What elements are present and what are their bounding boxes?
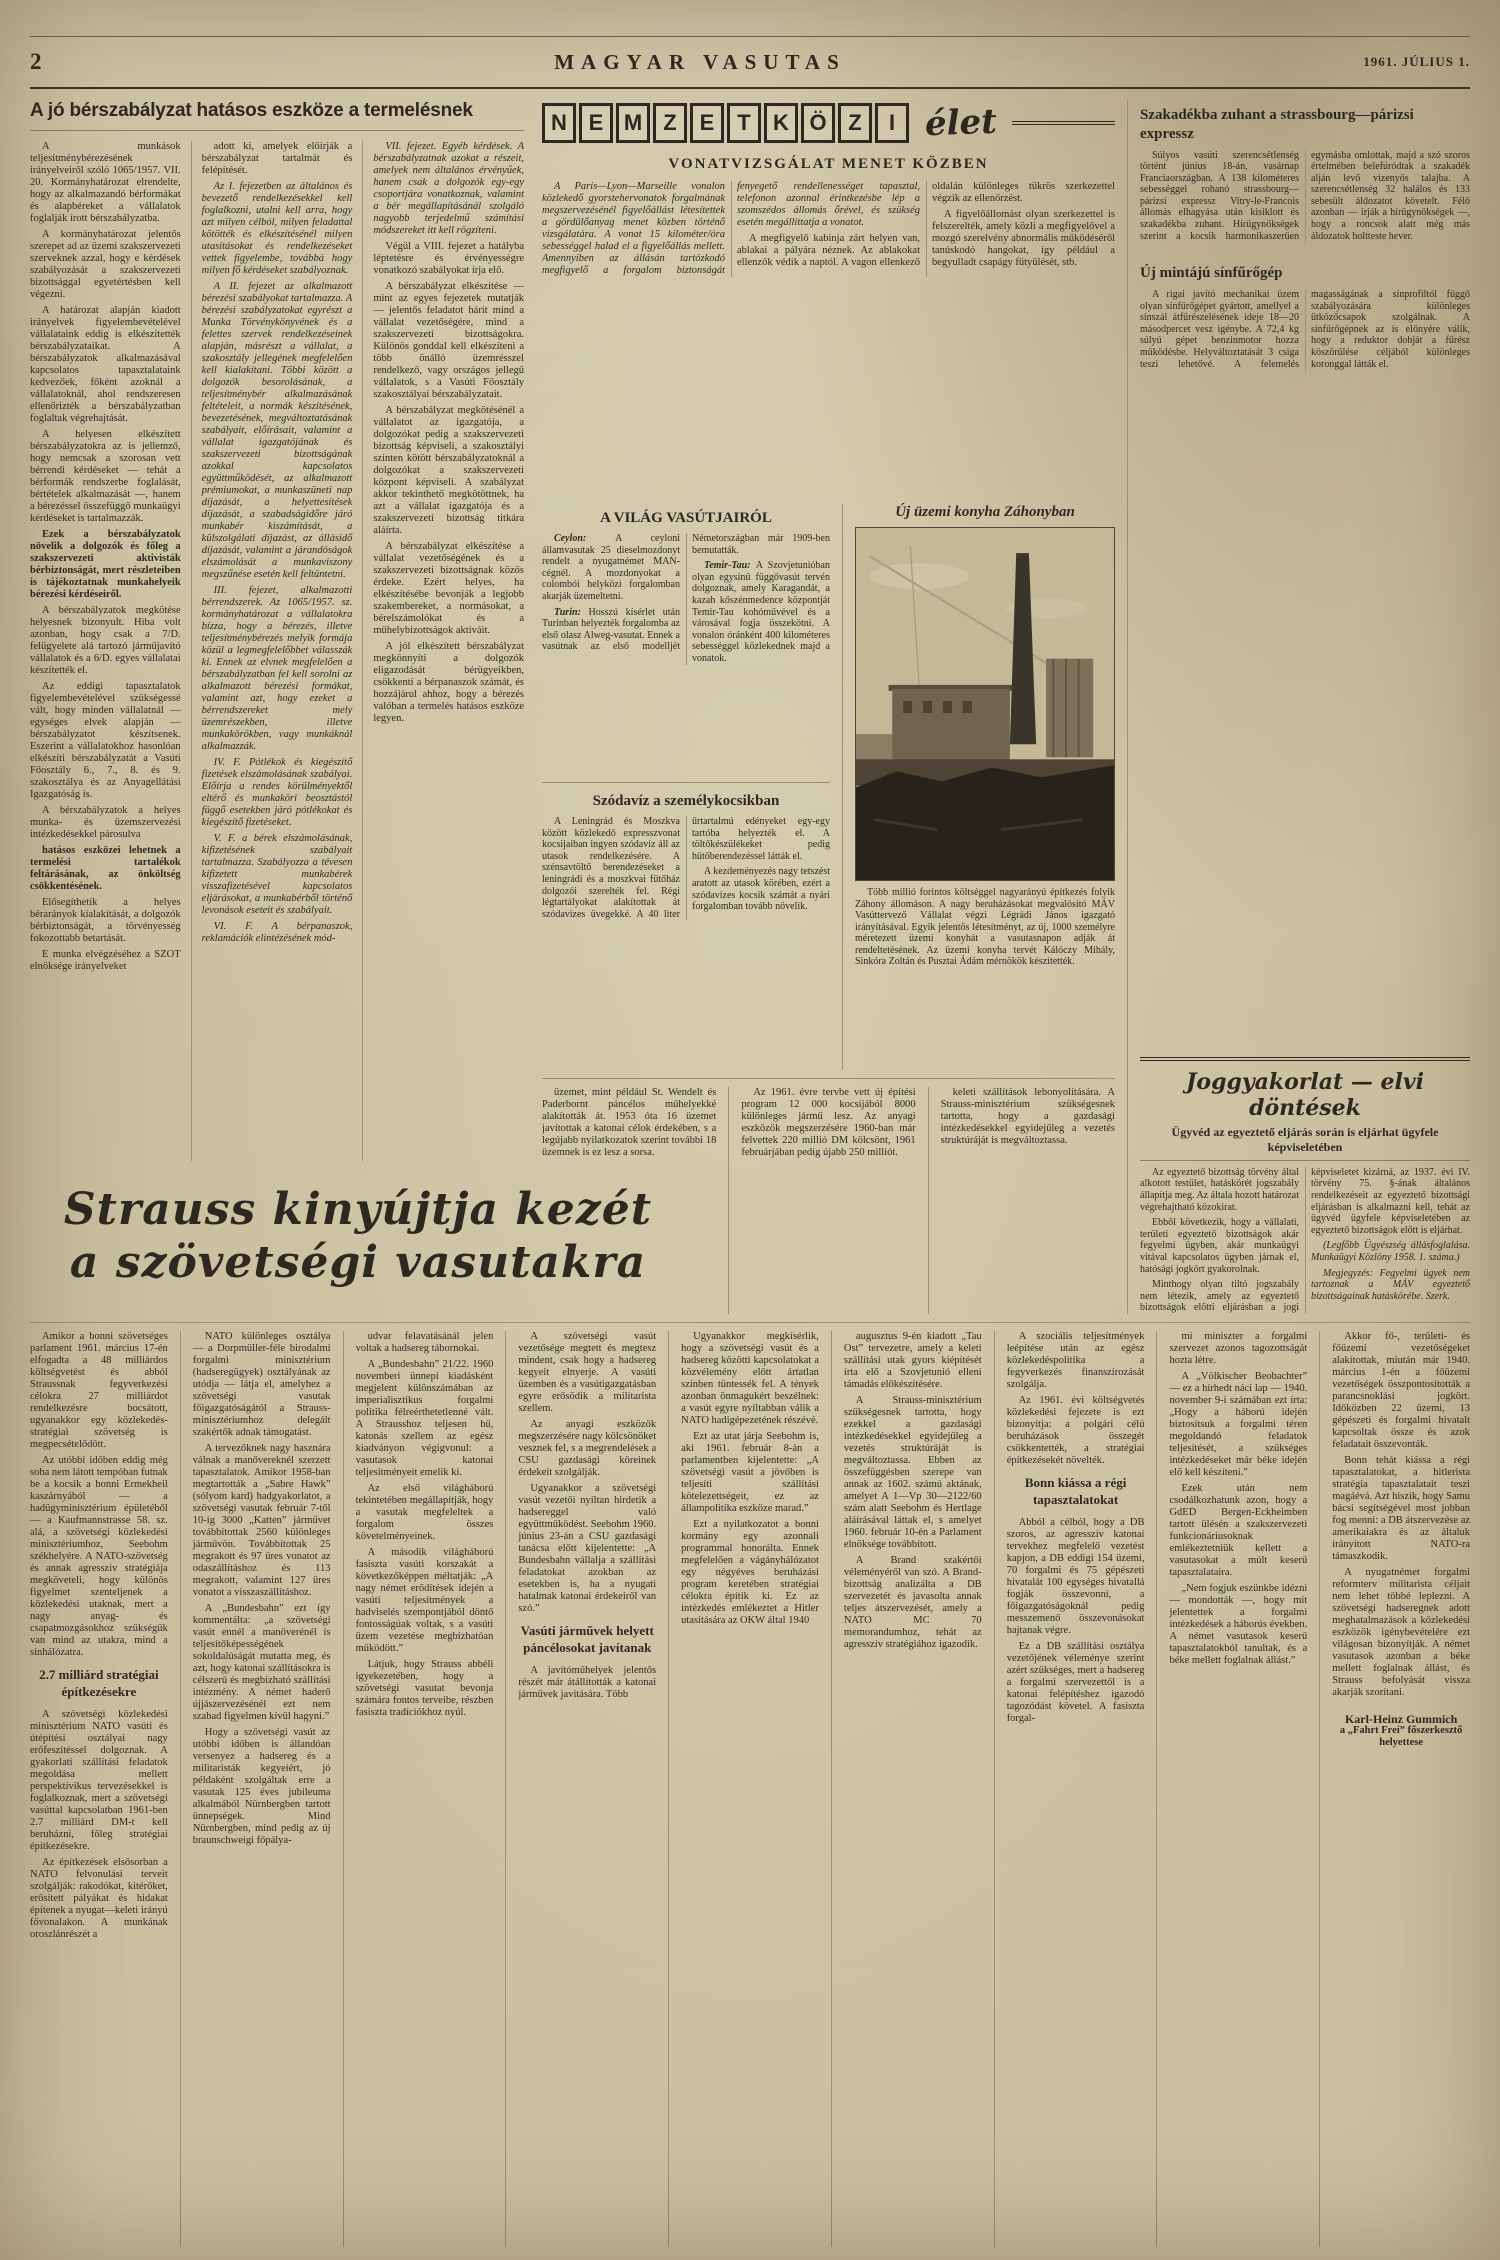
page-date: 1961. JÚLIUS 1. [1363, 54, 1470, 69]
strauss-col-1-bottom [30, 1709, 168, 1941]
paragraph: Végül a VIII. fejezet a hatályba léptetésre és érvényességre vonatkozó szabályokat írja elő. [373, 241, 524, 276]
paragraph: A „Völkischer Beobachter” — ez a hírhedt náci lap — 1940. november 9-i számában ezt írta: „Hogy a háború idején biztosítsuk a forgalmi téren megoldandó feladatok teljesítését, a szükséges intézkedéseket már béke idején elő kell készíteni.” [1169, 1371, 1308, 1478]
paragraph: NATO különleges osztálya — a Dorpmüller-féle birodalmi forgalmi minisztérium (hadseregügyek) osztályának az utódja — látja el, amelyhez a szövetségi vasutak főigazgatóságától a Strauss-minisztériumhoz delegált szakértők adnak támogatást. [192, 1331, 331, 1438]
paragraph: Az első világháború tekintetében megállapítják, hogy a vasutak megfeleltek a forgalom összes követelményeinek. [355, 1483, 494, 1542]
sinfurogep-body [1140, 289, 1470, 372]
paragraph: A nyugatnémet forgalmi reformterv militarista céljait nem lehet többé leplezni. A szövetségi hadseregnek adott meghatalmazások a közlekedési eszközök igénybevételére ezt világosan bizonyítják. A német vasutasok azonban a béke mellett foglalnak állást, és Strauss befolyását vissza akarják szorítani. [1332, 1567, 1471, 1698]
strauss-headline [38, 1184, 678, 1312]
paragraph: Ugyanakkor a szövetségi vasút vezetői nyíltan hirdetik a hadsereggel való együttműködést. Seebohm 1960. június 23-án a CSU gazdasági tanácsa előtt kijelentette: „A Bundesbahn vállalja a szállítási feladatokat azokban az esetekben is, ha a nyugati hatalmak katonai érdekeiről van szó.” [518, 1483, 657, 1614]
paragraph: A bérszabályzat elkészítése a vállalat vezetőségének és a szakszervezeti bizottságnak közös érdeke. Ezért helyes, ha elkészítésébe bevonják a legjobb szakembereket, a normásokat, a bérelszámolókat és a műhelybizottságok aktíváit. [373, 541, 524, 636]
paragraph: V. F. a bérek elszámolásának, kifizetésének szabályait tartalmazza. Szabályozza a tévesen kifizetett munkabérek visszafizetésével kapcsolatos eljárásokat, a munkabérből történő levonások eseteit és szabályait. [201, 833, 353, 916]
strauss-col-7-bottom [1007, 1517, 1145, 1725]
paragraph: VI. F. A bérpanaszok, reklamációk elintézésének mód- [201, 921, 353, 944]
paragraph: Az utóbbi időben eddig még soha nem látott tempóban futnak be a kocsik a bonni Ermekheil kaszárnyából — a hadügyminisztérium épületéből — a Kaufmannstrasse 58. sz. alá, a szövetségi közlekedési minisztériumhoz, Seebohm székhelyére. A NATO-szövetség és annak agresszív stratégiája megköveteli, hogy különös figyelmet szenteljenek a közlekedési utaknak, mert a nagy anyag- és csapatmozgásokhoz szükségük van mind az utakra, mind a sínhálózatra. [30, 1455, 168, 1658]
paragraph: A szociális teljesítmények leépítése után az egész közlekedéspolitika a fegyverkezés finanszírozását szolgálja. [1006, 1331, 1145, 1390]
paragraph: VII. fejezet. Egyéb kérdések. A bérszabályzatnak azokat a részeit, amelyek nem általános érvényűek, hanem csak a dolgozók egy-egy csoportjára vonatkoznak, valamint a bér megállapításánál szolgáló nagyobb terjedelmű számítási módszereket itt kell rögzíteni. [373, 141, 524, 236]
paragraph: A bérszabályzat elkészítése — mint az egyes fejezetek mutatják — jelentős feladatot hárít mind a vállalat vezetőségére, mind a szakszervezeti bizottságokra. Különös gonddal kell elkészíteni a több önálló üzemrésszel rendelkező, vagy országos jellegű vállalatok, s a Vasúti Főosztály szakosztályai bérszabályzatait. [373, 281, 524, 400]
nemzetkozi-lower-row [542, 504, 1115, 1070]
page-number: 2 [30, 49, 42, 74]
nemzetkozi-main [542, 100, 1115, 1314]
nemzetkozi-banner [542, 100, 1115, 146]
strauss-col-9-text [1332, 1331, 1470, 1699]
strauss-subhead-3: Bonn kiássa a régi tapasztalatokat [1024, 1475, 1127, 1507]
banner-letter: M [616, 103, 650, 143]
item-label: Turin: [554, 606, 589, 618]
paragraph: A megfigyelő kabinja zárt helyen van, ablakai a pályára néznek. Az ablakokat ellenzők védik a naptól. A vagon ellenkező oldalán különleges tükrös szerkezettel végzik az ellenőrzést. [737, 181, 1115, 268]
paragraph: üzemet, mint például St. Wendelt és Paderbornt páncélos műhelyekké alakították át. 1953 óta 16 üzemet javítottak a katonai célok érdekében, s a legújabb nyilatkozatok szerint további 18 üzemnek is ez lesz a sorsa. [542, 1087, 717, 1158]
article-joggyakorlat [1140, 1057, 1470, 1314]
paragraph: A jól elkészített bérszabályzat megkönnyíti a dolgozók eligazodását bérügyeikben, csökkenti a bérpanaszok számát, és hozzájárul ahhoz, hogy a bérezés valóban a termelés hatásos eszköze legyen. [373, 641, 524, 724]
paragraph: Ezt a nyilatkozatot a bonni kormány egy azonnali programmal honorálta. Ennek megfelelően a vágányhálózatot egy négyéves beruházási program keretében stratégiai célokra építik ki. Ez az intézkedés emlékeztet a Hitler utasítására az OKW által 1940 [681, 1519, 819, 1626]
lead-col-3 [362, 141, 524, 1161]
paragraph: Megjegyzés: Fegyelmi ügyek nem tartoznak a MÁV egyeztető bizottságainak hatáskörébe. Szerk. [1311, 1267, 1470, 1302]
paragraph: (Legfőbb Ügyészség állásfoglalása. Munkaügyi Közlöny 1958. 1. száma.) [1311, 1240, 1470, 1264]
paragraph: A javítóműhelyek jelentős részét már átállították a katonai járművek javítására. Több [518, 1664, 657, 1700]
strauss-subhead-1: 2.7 milliárd stratégiai építkezésekre [39, 1667, 159, 1699]
article-szakadek [1140, 100, 1470, 244]
nemzetkozi-section [542, 100, 1470, 1314]
vonatvizsgalat-body [542, 181, 1115, 277]
section-vilag-vasutjairol [542, 504, 830, 782]
paragraph: Temir-Tau: A Szovjetunióban olyan egysínű függővasút tervén dolgoznak, amely Karagandát, a kazah kőszénmedence központját Temir-Tau kohóművével és a városával fogja összekötni. A vonalon óránként 400 kilométeres sebességgel közlekednek majd a vonatok. [692, 560, 830, 664]
sinfurogep-title: Új mintájú sínfűrőgép [1140, 265, 1283, 282]
paragraph: Bonn tehát kiássa a régi tapasztalatokat, a hitlerista stratégia tapasztalatait teszi magáévá. Azt hiszik, hogy Samu bácsi segítségével most jobban fog menni: a DB átszervezése az amerikaiakra és az általuk irányított NATO-ra támaszkodik. [1332, 1455, 1471, 1562]
strauss-col-1-top [30, 1331, 168, 1659]
construction-site-illustration [856, 528, 1114, 880]
paragraph: A kormányhatározat jelentős szerepet ad az üzemi szakszervezeti szerveknek azzal, hogy e kérdések szabályozását a szakszervezeti bizottsággal egyetértésben kell végezni. [30, 229, 181, 300]
article-strauss-body [30, 1322, 1470, 2247]
banner-letter: N [542, 103, 576, 143]
paragraph: Az eddigi tapasztalatok figyelembevételével szükségessé vált, hogy minden vállalatnál — egységes elvek alapján — bérszabályzatot készítsenek. Eszerint a vállalatokhoz hasonlóan elkészíti bérszabályzatát a Vasúti Főosztály 6., 7., 8. és 9. szakosztálya és az Anyagellátási Igazgatóság is. [30, 681, 181, 800]
joggyakorlat-title: Joggyakorlat — elvi döntések [1186, 1068, 1424, 1121]
masthead: MAGYAR VASUTAS [554, 49, 846, 74]
paragraph: udvar felavatásánál jelen voltak a hadsereg tábornokai. [355, 1331, 494, 1354]
paragraph: Az I. fejezetben az általános és bevezető rendelkezésekkel kell foglalkozni, utalni kell arra, hogy azt milyen célból, milyen feladattal kötötték és elkészítésénél milyen utasításokat és rendelkezéseket vettek figyelembe, továbbá hogy milyen fő kérdéseket szabályoznak. [201, 181, 353, 276]
paragraph: Súlyos vasúti szerencsétlenség történt június 18-án, vasárnap Franciaországban. A 138 kilométeres sebességgel rohanó strassbourg—párizsi expressz Vitry-le-Francois állomás elhagyása után kisiklott és szakadékba zuhant. Hírügynökségek szerint a kocsik harmonikaszerűen egymásba omlottak, majd a szó szoros értelmében belefúródtak a szakadék alján levő vizenyős talajba. A szerencsétlenség 32 halálos és 133 sebesült áldozatot követelt. Félő azonban — írják a hírügynökségek —, hogy a roncsok alatt még más áldozatok holtteste hever. [1140, 149, 1470, 242]
strauss-col-3 [343, 1331, 494, 2247]
paragraph: hatásos eszközei lehetnek a termelési tartalékok feltárásának, az önköltség csökkentésének. [30, 845, 181, 892]
article-szodaviz [542, 782, 830, 1070]
paragraph: augusztus 9-én kiadott „Tau Ost” tervezetre, amely a keleti szállítási utak gyors kiépítését írta elő a Szovjetunió elleni támadás előkészítésére. [843, 1331, 982, 1390]
strauss-col-1 [30, 1331, 168, 2247]
strauss-col-4 [505, 1331, 656, 2247]
strauss-col-7 [994, 1331, 1145, 2247]
banner-letter: E [579, 103, 613, 143]
article-sinfurogep [1140, 258, 1470, 372]
photo-caption [855, 887, 1115, 968]
paragraph: E munka elvégzéséhez a SZOT elnöksége irányelveket [30, 949, 181, 972]
paragraph: A Paris—Lyon—Marseille vonalon közlekedő gyorstehervonatok forgalmának megszervezésénél figyelőállást létesítettek a gördülőanyag menet közben történő vizsgálatára. A vonat 15 kilométer/óra sebességgel halad el a figyelőállás mellett. Amennyiben az állásán tartózkodó megfigyelő a forgalom biztonságát fenyegető rendellenességet tapasztal, telefonon azonnal érintkezésbe lép a szomszédos állomás őrével, és szükség esetén megállíttatja a vonatot. [542, 181, 920, 276]
paragraph: A figyelőállomást olyan szerkezettel is felszerelték, amely közli a megfigyelővel a mozgó szerelvény abnormális működéséről tanúskodó hangokat, így például a begyulladt csapágy fütyülését, stb. [932, 209, 1115, 268]
article-vonatvizsgalat [542, 154, 1115, 504]
paragraph: A munkások teljesítménybérezésének irányelveiről szóló 1065/1957. VII. 20. Kormányhatározat elrendelte, hogy az alkalmazandó bérformákat és alapbéreket a vállalatok foglalják írott bérszabályzatba. [30, 141, 181, 224]
strauss-col-7-top [1007, 1331, 1145, 1467]
paragraph: A Brand szakértői véleményéről van szó. A Brand-bizottság analizálta a DB szervezetét és javasolta annak teljes átszervezését, amely a NATO MC 70 memorandumhoz, tehát az agresszív stratégiához igazodik. [843, 1555, 982, 1650]
right-rail [1127, 100, 1470, 1314]
strauss-headline-line-2: a szövetségi vasutakra [69, 1236, 647, 1288]
uzemi-konyha-photo [855, 527, 1115, 881]
item-label: Temir-Tau: [704, 560, 756, 572]
paragraph: Az építkezések elsősorban a NATO felvonulási terveit szolgálják: rakodókat, kitérőket, erősített pályákat és hidakat építenek a nyugat—keleti irányú fővonalakon. A munkának oroszlánrészét a [30, 1856, 168, 1940]
lead-columns [30, 141, 524, 1161]
paragraph: Akkor fő-, területi- és főüzemi vezetőségeket alakítottak, miután már 1940. március 1-én a főüzemi vezetőségek összpontosították a parancsnoklási jogkört. Időközben 22 üzemi, 13 gépészeti és forgalmi hivatalt kapcsoltak össze és azok feladatait összevonták. [1332, 1331, 1471, 1450]
paragraph: Elősegíthetik a helyes bérarányok kialakítását, a dolgozók bérbiztonságát, a törvényesség fokozottabb betartását. [30, 897, 181, 944]
paragraph: Ezek a bérszabályzatok növelik a dolgozók és főleg a szakszervezeti aktivisták bérbiztonságát, mert részleteiben is tájékoztatnak munkahelyeik bérezési kérdéseiről. [30, 529, 181, 600]
paragraph: Ezek után nem csodálkozhatunk azon, hogy a GdED Bergen-Eckheimben tartott ülésén a szakszervezeti funkcionáriusoknak emlékeztetniük kellett a vasutasokat a múlt keserű tapasztalataira. [1169, 1483, 1308, 1578]
paragraph: Abból a célból, hogy a DB szoros, az agresszív katonai tervekhez megfelelő vezetést kapjon, a DB eddigi 154 üzemi, 70 forgalmi és 75 gépészeti hivatalát 100 egységes hivatallá fogják összevonni, a főigazgatóságoknál pedig messzemenő összevonásokat hajtanak végre. [1006, 1516, 1145, 1636]
strauss-col-9 [1319, 1331, 1470, 2247]
paragraph: A helyesen elkészített bérszabályzatokra az is jellemző, hogy nemcsak a szorosan vett bérrendi kérdéseket — tehát a bérformák rendszerbe foglalását, bértételek alkalmazását —, hanem a bérezéssel összefüggő munkaügyi kérdéseket is tartalmazzák. [30, 429, 181, 524]
strauss-col-5 [668, 1331, 819, 2247]
szodaviz-body [542, 816, 830, 920]
paragraph: Ezt az utat járja Seebohm is, aki 1961. február 8-án a parlamentben kijelentette: „A szövetségi vasút a jövőben is teljesíti szállítási kötelezettségeit, ez az állampolitika eszköze marad.” [681, 1431, 819, 1514]
paragraph: Ez a DB szállítási osztálya vezetőjének véleménye szerint azért szükséges, mert a hadsereg a forgalmi szervezettől is a katonai felépítéshez igazodó tagozódást követel. A fasiszta forgal- [1006, 1640, 1145, 1724]
paragraph: A bérszabályzatok megkötése helyesnek bizonyult. Hiba volt azonban, hogy csak a 7/D. felügyelete alá tartozó járműjavító vállalatok és a 6/D. egyes vállalatai készítették el. [30, 605, 181, 676]
szakadek-title: Szakadékba zuhant a strassbourg—párizsi expressz [1140, 107, 1414, 142]
paragraph: A II. fejezet az alkalmazott bérezési szabályokat tartalmazza. A bérezési szabályzatokat egyrészt a Munka Törvénykönyvének és a felettes szervek rendelkezéseinek alapján, másrészt a vállalat, a szakosztály jellegének megfelelően kell kialakítani. Többi között a dolgozók besorolásának, a teljesítménybér alkalmazásának feltételeit, a normák készítésének, bevezetésének, megváltoztatásának szabályait, előírásait, valamint a vállalat igazgatójának és szakszervezeti bizottságának azokkal kapcsolatos együttműködését, az alkalmazott prémiumokat, a munkaszüneti nap díjazását, a helyettesítések díjazását, a szabadságidőre járó munkabér kiszámítását, a külszolgálati díjazást, az állásidő díjazását, valamint a járandóságok elszámolását a munkaviszony megszűnése esetén kell feltüntetni. [201, 281, 353, 580]
paragraph: „Nem fogjuk eszünkbe idézni — mondották —, hogy mit jelentettek a forgalmi intézkedések a háborús években. A német vasutasok keserű tapasztalatokból tanultak, és a béke mellett foglalnak állást.” [1169, 1583, 1308, 1666]
strauss-subhead-2: Vasúti járművek helyett páncélosokat javítanak [520, 1623, 654, 1655]
banner-elet-label: élet [924, 101, 998, 145]
paragraph: A tervezőknek nagy hasznára válnak a manővereknél szerzett tapasztalatok. Amikor 1958-ban megtartották a „Sabre Hawk” (sólyom kard) hadgyakorlatot, a szövetségi vasutak február 7-től 10-ig 3000 „Katten” járművet továbbítottak 2560 különleges járművön. Továbbítottak 25 megrakott és 97 üres vonatot az odaszállításhoz és 113 megrakott, valamint 127 üres vonatot a visszaszállításhoz. [192, 1443, 331, 1598]
joggyakorlat-subtitle: Ügyvéd az egyeztető eljárás során is eljárhat ügyfele képviseletében [1140, 1125, 1470, 1161]
strauss-headline-line-1: Strauss kinyújtja kezét [63, 1184, 653, 1235]
photo-figure [842, 504, 1115, 1070]
banner-rule [1012, 121, 1115, 125]
item-label: Ceylon: [554, 533, 616, 544]
strauss-col-8 [1156, 1331, 1307, 2247]
szakadek-body [1140, 150, 1470, 245]
lead-col-1 [30, 141, 181, 1161]
vilag-title: A VILÁG VASÚTJAIRÓL [600, 510, 772, 526]
paragraph: Látjuk, hogy Strauss abbéli igyekezetében, hogy a szövetségi vasutat bevonja számára fontos terveibe, részben fasiszta tradíciókhoz nyúl. [355, 1659, 494, 1718]
paragraph: keleti szállítások lebonyolítására. A Strauss-minisztérium szükségesnek tartotta, hogy a gazdasági intézkedésekkel egyidejűleg a vezetés struktúráját is megváltoztassa. [940, 1087, 1115, 1146]
paragraph: Hogy a szövetségi vasút az utóbbi időben is állandóan versenyez a hadsereg és a militaristák kegyeiért, jó példaként szolgáltak erre a vasutak 125 éves jubileuma alkalmából Nürnbergben tartott ünnepségek. Mind Nürnbergben, mind pedig az új braunschweigi főpálya- [192, 1727, 331, 1846]
strauss-byline [1332, 1713, 1470, 1749]
paragraph: A második világháború fasiszta vasúti korszakát a következőképpen méltatják: „A nagy német erődítések idején a vasúti teljesítmények a hadviselés szempontjából döntő fontosságúak voltak, s a vasúti üzem vezetése megbízhatóan működött.” [355, 1547, 494, 1654]
paragraph: Az 1961. évre tervbe vett új építési program 12 000 kocsijából 8000 különleges jármű lesz. Az anyagi eszközök megszerzésére 1960-ban már felvettek 220 millió DM kölcsönt, 1961 februárjában pedig újabb 250 milliót. [741, 1087, 916, 1158]
banner-letter: Z [838, 103, 872, 143]
paragraph: Az 1961. évi költségvetés közlekedési fejezete is ezt bizonyítja: a polgári célú beruházások összegét csökkentették, a stratégiai építkezésekét növelték. [1006, 1395, 1145, 1466]
paragraph: A bérszabályzat megkötésénél a vállalatot az igazgatója, a dolgozókat pedig a szakszervezeti bizottság képviseli, a szakosztályi szinten kötött bérszabályzatoknál a dolgozókat a szakszervezeti központ képviseli. A szabályzat akkor tekinthető megkötöttnek, ha azt a vállalat igazgatója és a szakszervezeti bizottság titkára aláírta. [373, 405, 524, 536]
szodaviz-title: Szódavíz a személykocsikban [592, 793, 780, 809]
paragraph: Ebből következik, hogy a vállalati, területi egyeztető bizottságok akár fegyelmi ügyben, akár munkaügyi vitával kapcsolatos ügyben járnak el, hatósági jogkört gyakorolnak. [1140, 1217, 1299, 1275]
paragraph: Amikor a bonni szövetséges parlament 1961. március 17-én elfogadta a 48 milliárdos költségvetést és abból Straussnak fegyverkezési célokra 27 milliárdot rendelkezésre bocsátott, ugyanakkor egy közlekedés-stratégiai szövetség is megpecsételődött. [30, 1331, 168, 1450]
paragraph: A Leningrád és Moszkva között közlekedő expresszvonat kocsijaiban ingyen szódavíz áll az utasok rendelkezésére. A szénsavtöltő berendezéseket a leningrádi és a moszkvai fűtőház dolgozói szerelték fel. Régi légtartályokat alakítottak át szódavizes üvegekké. A 40 liter űrtartalmú edényeket egy-egy tartóba helyezték el. A töltőkészülékeket pedig hűtőberendezéssel látták el. [542, 816, 830, 920]
photo-title: Új üzemi konyha Záhonyban [895, 504, 1075, 520]
paragraph: Minthogy olyan tiltó jogszabály nem létezik, amely az egyeztető bizottságok előtti eljárásban a jogi képviseletet kizárná, az 1937. évi IV. törvény 75. §-ának általános rendelkezéseit az egyeztető bizottsági eljárásban is alkalmazni kell, tehát az ügyvéd ügyfele képviseletében az egyeztető bizottságok előtt is eljárhat. [1140, 1166, 1470, 1314]
vilag-items [542, 533, 830, 665]
strauss-col-6 [831, 1331, 982, 2247]
paragraph: IV. F. Pótlékok és kiegészítő fizetések elszámolásának szabályai. Előírja a rendes körülményektől eltérő és munkaköri beosztástól függő esetekben járó pótlékokat és kiegészítő fizetéseket. [201, 757, 353, 828]
banner-letter: Z [653, 103, 687, 143]
strauss-col-2 [180, 1331, 331, 2247]
paragraph: mi miniszter a forgalmi szervezet azonos tagozottságát hozta létre. [1169, 1331, 1308, 1366]
joggyakorlat-body [1140, 1167, 1470, 1314]
paragraph: Turin: Hosszú kísérlet után Turinban helyezték forgalomba az első olasz Alweg-vasutat. Ennek a vasútnak az első modelljét Németországban már 1909-ben bemutatták. [542, 533, 830, 653]
nemzetkozi-lower-left [542, 504, 830, 1070]
strauss-col-4-top [518, 1331, 656, 1615]
banner-letter: I [875, 103, 909, 143]
banner-letter: E [690, 103, 724, 143]
article-berszabalyzat [30, 100, 524, 1172]
strauss-col-4-bottom [518, 1665, 656, 1701]
paragraph: A szövetségi közlekedési minisztérium NATO vasúti és útépítési osztályai nagy erőfeszítéssel dolgoznak. A gyakorlati szállítási feladatok megoldása mellett perspektivikus tervezésekkel is foglalkoznak, mert a szövetségi vasúttal kapcsolatban 1961-ben 2.7 milliárd DM-t kell beruházni, főleg stratégiai építkezésekre. [30, 1708, 168, 1852]
strauss-mini-col-3 [928, 1087, 1115, 1314]
lead-col-2 [191, 141, 353, 1161]
paragraph: Az anyagi eszközök megszerzésére nagy kölcsönöket vesznek fel, s a megrendelések a CSU gazdasági köreinek érdekeit szolgálják. [518, 1419, 657, 1478]
byline-name: Karl-Heinz Gummich [1344, 1712, 1458, 1726]
banner-letter: K [764, 103, 798, 143]
paragraph: Az egyeztető bizottság törvény által alkotott testület, hatáskörét jogszabály állapítja meg. Az általa hozott határozat végrehajtható közokirat. [1140, 1166, 1299, 1213]
banner-letter: T [727, 103, 761, 143]
paragraph: A szövetségi vasút vezetősége megtett és megtesz mindent, csak hogy a hadsereg kegyeit elnyerje. A vasúti üzemben és a vasútigazgatásban egyre erősödik a militarista szellem. [518, 1331, 657, 1414]
banner-letter: Ö [801, 103, 835, 143]
paragraph: A „Bundesbahn” ezt így kommentálta: „a szövetségi vasút ennél a manőverénél is teljesítőképességének sokoldalúságát mutatta meg, és azt, hogy katonai szállításokra is célszerű és megbízható szállítási intézmény. A német haderő újjászervezésénél ezt nem szabad figyelmen kívül hagyni.” [192, 1603, 331, 1722]
paragraph: Ceylon: A ceyloni államvasutak 25 dieselmozdonyt rendelt a nyugatnémet MAN-cégnél. A mozdonyokat a colombói helyközi forgalomban akarják üzemeltetni. [542, 533, 681, 602]
strauss-mini-col-2 [728, 1087, 915, 1314]
page-header [30, 36, 1470, 89]
vonatvizsgalat-title: VONATVIZSGÁLAT MENET KÖZBEN [668, 156, 989, 172]
byline-role: a „Fahrt Frei” főszerkesztő helyettese [1339, 1725, 1463, 1748]
paragraph: A „Bundesbahn” 21/22. 1960 novemberi ünnepi kiadásként megjelent különszámában az imperialisztikus forgalmi politika félreérthetetlenné vált. A Strausshoz teljesen hű, katonás szellem az egész kiadványon végigvonul: a vasutasok katonai teljesítményeit emelik ki. [355, 1359, 494, 1478]
paragraph: A bérszabályzatok a helyes munka- és üzemszervezési intézkedésekkel párosulva [30, 805, 181, 840]
paragraph: Ugyanakkor megkísérlik, hogy a szövetségi vasút és a hadsereg közötti kapcsolatokat a közvélemény előtt ártatlan színben tüntessék fel. A tények azonban önmagukért beszélnek: a vasút egyre nyíltabban válik a NATO hadigépezetének részévé. [681, 1331, 819, 1426]
paragraph: A Strauss-minisztérium szükségesnek tartotta, hogy ezekkel a gazdasági intézkedésekkel egyidejűleg a vezetés struktúráját is megváltoztassa. Ebben az összefüggésben szerepe van annak az 1602. számú aktának, amelyet A 1—Vp 30—2122/60 szám alatt Seebohm és Hertlage aláírásával láttak el, s amelyet 1960. február 10-én a Parlament elnöksége továbbított. [843, 1395, 982, 1550]
paragraph: A kezdeményezés nagy tetszést aratott az utasok körében, ezért a szódavizes kocsik számát a nyári forgalomban tovább növelik. [692, 866, 830, 913]
paragraph: A határozat alapján kiadott irányelvek figyelembevételével vállalataink eddig is elkészítették bérszabályzataikat. A bérszabályzatok alkalmazásával kapcsolatos tapasztalataink kedvezőek, főként azoknál a vállalatoknál, ahol rendszeresen ellenőrizték a bérszabályzatban foglaltak végrehajtását. [30, 305, 181, 424]
paragraph: A rigai javító mechanikai üzem olyan sínfűrőgépet gyártott, amellyel a sínszál átfűrészelésének ideje 18—20 másodpercet vesz igénybe. A 72,4 kg súlyú gépet benzinmotor hozza működésbe. Helyváltoztatását 3 csiga teszi lehetővé. A felemelés magasságának a sínprofiltól függő szabályozására különleges ütközőcsapok szolgálnak. A sínfűrőgépnek az is előnyére válik, hogy a reduktor dobját a fűrész köszörülése céljából különleges koronggal látták el. [1140, 289, 1470, 370]
paragraph: Több millió forintos költséggel nagyarányú építkezés folyik Záhony állomáson. A nagy beruházásokat megvalósító MÁV Vasúttervező Vállalat végzi Légrádi János igazgató irányításával. Egyik jelentős létesítményt, az új, 1000 személyre méretezett üzemi konyhát a vasutasnapon adják át rendeltetésének. Az üzemi konyha tervét Kálóczy Mihály, Sinkóra Zoltán és Pusztai Ádám mérnökök készítették. [855, 887, 1115, 967]
banner-letter-tiles [542, 103, 912, 143]
lead-headline: A jó bérszabályzat hatásos eszköze a termelésnek [30, 100, 524, 131]
paragraph: III. fejezet, alkalmazotti bérrendszerek. Az 1065/1957. sz. kormányhatározat a vállalatokra bízza, hogy a bérezés, illetve teljesítménybérezés melyik formája közül a legmegfelelőbbet válasszák ki. Ennek az elvnek megfelelően a bérszabályzatban fel kell sorolni az alkalmazott bérezési formákat, valamint azt, hogy ezeket a bérrendszereket mely üzemrészekben, illetve munkakörökben, vagy munkáknál alkalmazzák. [201, 585, 353, 752]
paragraph: adott ki, amelyek előírják a bérszabályzat tartalmát és felépítését. [201, 141, 353, 176]
